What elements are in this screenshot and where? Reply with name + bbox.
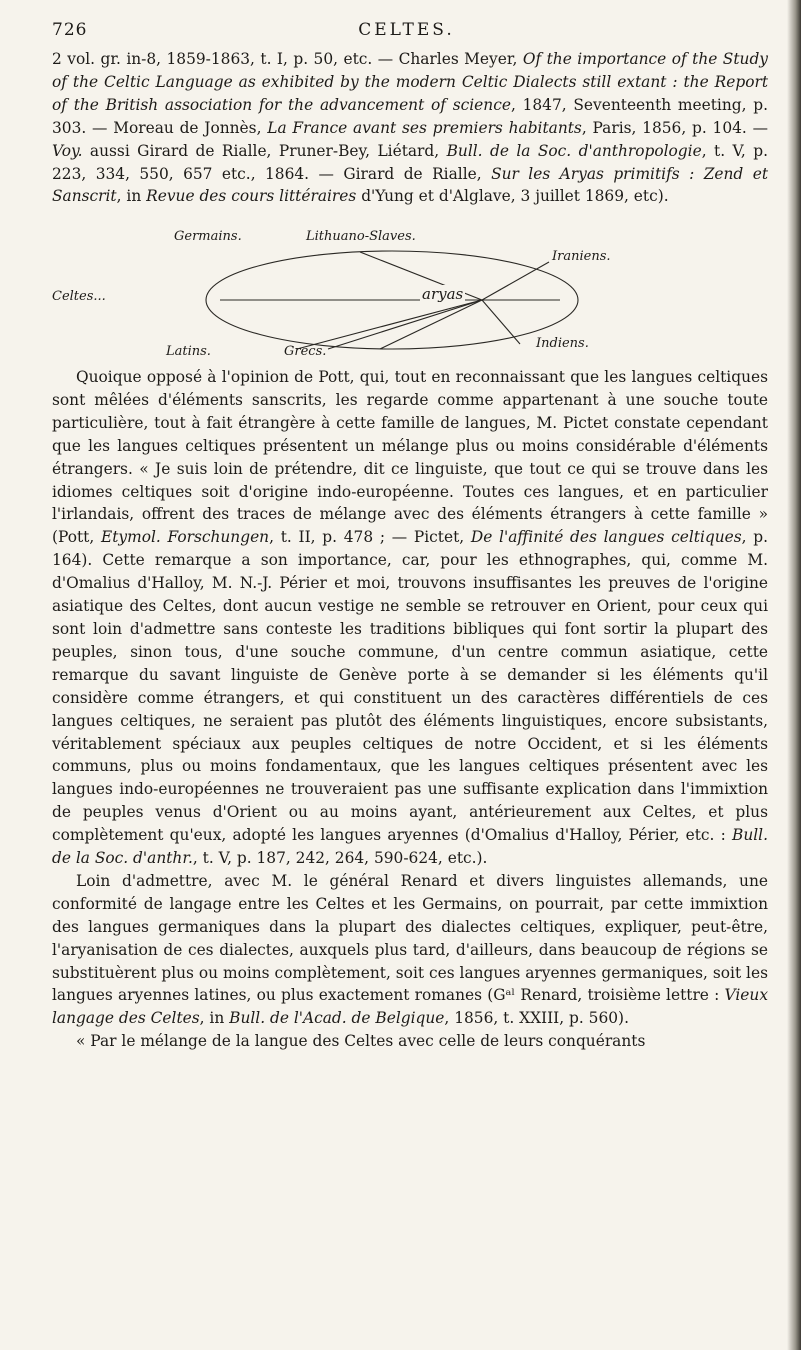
bib-title: Sur les Aryas primitifs : Zend et Sanscrit [52,164,769,206]
label-celtes: Celtes... [52,289,106,304]
paragraph-pictet [52,366,768,870]
bib-text: , Paris, 1856, p. 104. — [581,118,768,137]
paragraph-quote-start [52,1030,768,1053]
diagram-lines [52,232,768,362]
bibliography-note [52,48,768,208]
paragraph-text: , p. 164). Cette remarque a son importance, car, pour les ethnographes, qui, comme M. d'Omalius d'Halloy, M. N.-J. Périer et moi, trouvons insuffisantes les preuves de l'origine asiatique des Celtes, dont aucun vestige ne semble se retrouver en Orient, pour ceux qui sont loin d'admettre sans conteste les traditions bibliques qui font sortir la plupart des peuples, sinon tous, d'une souche commune, d'un centre commun asiatique, cette remarque du savant linguiste de Genève porte à se demander si les éléments qu'il considère comme étrangers, et qui constituent un des caractères différentiels de ces langues celtiques, ne seraient pas plutôt des éléments linguistiques, encore subsistants, véritablement spéciaux aux peuples celtiques de notre Occident, et si les éléments communs, plus ou moins fondamentaux, que les langues celtiques présentent avec les langues indo-européennes ne trouveraient pas une suffisante explication dans l'immixtion de peuples venus d'Orient ou au moins ayant, antérieurement aux Celtes, et plus complètement qu'eux, adopté les langues aryennes (d'Omalius d'Halloy, Périer, etc. : [52,528,769,845]
paragraph-text: , in [199,1009,230,1028]
label-grecs: Grecs. [284,344,327,359]
bib-text: , t. V, p. 223, 334, 550, 657 etc., 1864. — Girard de Rialle, [52,141,768,183]
paragraph-text: , t. II, p. 478 ; — Pictet, [269,528,471,547]
label-aryas: aryas [422,285,464,303]
bib-title: Bull. de la Soc. d'anthropologie [446,141,702,160]
page-header [52,20,761,48]
running-title: CELTES. [358,20,455,40]
page-number: 726 [52,20,88,40]
paragraph-text: Loin d'admettre, avec M. le général Renard et divers linguistes allemands, une conformité de langage entre les Celtes et les Germains, on pourrait, par cette immixtion des langues germaniques dans la plupart des dialectes celtiques, expliquer, peut-être, l'aryanisation de ces dialectes, auxquels plus tard, d'ailleurs, dans beaucoup de régions se substituèrent plus ou moins complètement, soit ces langues aryennes germaniques, soit les langues aryennes latines, ou plus exactement romanes (Gᵃˡ Renard, troisième lettre : [52,871,768,1005]
citation-title: Etymol. Forschungen [101,528,270,547]
label-lithuano-slaves: Lithuano-Slaves. [306,229,416,244]
bib-title: Of the importance of the Study of the Celtic Language as exhibited by the modern Celtic Dialects still extant : the Report of the British association for the advancement of science [52,50,768,114]
citation-title: De l'affinité des langues celtiques [470,528,742,547]
citation-title: Vieux langage des Celtes [52,986,768,1028]
paragraph-text: , 1856, t. XXIII, p. 560). [444,1009,629,1028]
label-germains: Germains. [174,229,242,244]
paragraph-text: Quoique opposé à l'opinion de Pott, qui, tout en reconnaissant que les langues celtiques sont mêlées d'éléments sanscrits, les regarde comme appartenant à une souche toute particulière, tout à fait étrangère à cette famille de langues, M. Pictet constate cependant que les langues celtiques présentent un mélange plus ou moins considérable d'éléments étrangers. « Je suis loin de prétendre, dit ce linguiste, que tout ce qui se trouve dans les idiomes celtiques soit d'origine indo-européenne. Toutes ces langues, et en particulier l'irlandais, offrent des traces de mélange avec des éléments étrangers à cette famille » (Pott, [52,368,768,547]
label-iraniens: Iraniens. [552,249,611,264]
citation-title: Bull. de l'Acad. de Belgique [229,1009,445,1028]
label-latins: Latins. [166,344,211,359]
label-indiens: Indiens. [536,336,589,351]
citation-title: Bull. de la Soc. d'anthr. [52,826,768,868]
paragraph-text: « Par le mélange de la langue des Celtes avec celle de leurs conquérants [76,1032,646,1051]
bib-text: , in [116,187,147,206]
bib-title: La France avant ses premiers habitants [267,118,582,137]
bib-text: aussi Girard de Rialle, Pruner-Bey, Liétard, [82,141,447,160]
paragraph-renard [52,870,768,1030]
body-text [52,366,768,1053]
bib-text: d'Yung et d'Alglave, 3 juillet 1869, etc). [356,187,669,206]
language-family-diagram [52,229,768,362]
bib-title: Revue des cours littéraires [146,187,357,206]
bib-text: 2 vol. gr. in-8, 1859-1863, t. I, p. 50, etc. — Charles Meyer, [52,50,523,68]
paragraph-text: , t. V, p. 187, 242, 264, 590-624, etc.). [192,849,488,868]
page-edge-shadow [787,0,801,1350]
bib-title: Voy. [52,141,83,160]
bib-text: , 1847, Seventeenth meeting, p. 303. — Moreau de Jonnès, [52,95,768,137]
